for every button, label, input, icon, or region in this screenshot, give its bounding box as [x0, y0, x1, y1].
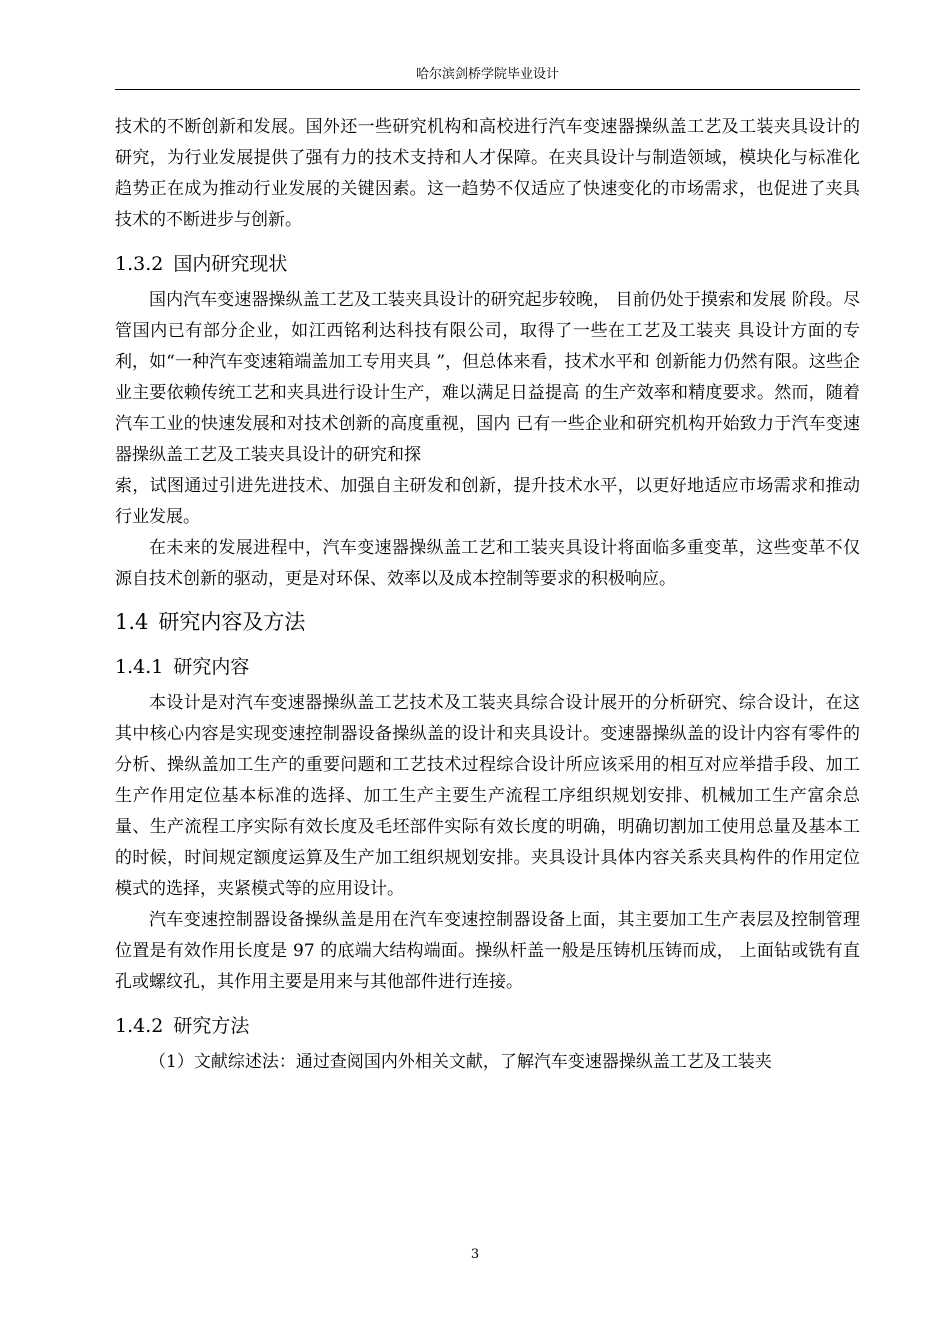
paragraph-future-development: 在未来的发展进程中，汽车变速器操纵盖工艺和工装夹具设计将面临多重变革，这些变革不仅源自技术创新的驱动，更是对环保、效率以及成本控制等要求的积极响应。: [115, 538, 860, 589]
heading-1-4-2: [115, 1011, 860, 1041]
heading-1-3-2: [115, 249, 860, 279]
heading-number: 1.4: [115, 610, 149, 634]
paragraph-intro: 技术的不断创新和发展。国外还一些研究机构和高校进行汽车变速器操纵盖工艺及工装夹具设计的研究，为行业发展提供了强有力的技术支持和人才保障。在夹具设计与制造领域，模块化与标准化趋势正在成为推动行业发展的关键因素。这一趋势不仅适应了快速变化的市场需求，也促进了夹具技术的不断进步与创新。: [115, 117, 860, 230]
heading-number: 1.4.1: [115, 656, 164, 678]
heading-number: 1.4.2: [115, 1015, 164, 1037]
heading-title: 研究内容及方法: [158, 610, 306, 634]
heading-number: 1.3.2: [115, 253, 164, 275]
document-body: [115, 112, 860, 1078]
page-number: 3: [470, 1247, 480, 1262]
heading-title: 研究方法: [173, 1015, 250, 1037]
paragraph-research-content: 本设计是对汽车变速器操纵盖工艺技术及工装夹具综合设计展开的分析研究、综合设计，在这其中核心内容是实现变速控制器设备操纵盖的设计和夹具设计。变速器操纵盖的设计内容有零件的分析、操纵盖加工生产的重要问题和工艺技术过程综合设计所应该采用的相互对应举措手段、加工生产作用定位基本标准的选择、加工生产主要生产流程工序组织规划安排、机械加工生产富余总量、生产流程工序实际有效长度及毛坯部件实际有效长度的明确，明确切割加工使用总量及基本工的时候，时间规定额度运算及生产加工组织规划安排。夹具设计具体内容关系夹具构件的作用定位模式的选择，夹紧模式等的应用设计。: [115, 693, 860, 899]
paragraph-literature-review: （1）文献综述法：通过查阅国内外相关文献，了解汽车变速器操纵盖工艺及工装夹: [149, 1052, 772, 1072]
heading-1-4-1: [115, 652, 860, 682]
heading-title: 国内研究现状: [173, 253, 288, 275]
heading-1-4: [115, 605, 860, 639]
paragraph-domestic-status: 国内汽车变速器操纵盖工艺及工装夹具设计的研究起步较晚， 目前仍处于摸索和发展 阶段。尽管国内已有部分企业，如江西铭利达科技有限公司，取得了一些在工艺及工装夹 具设计方面的专利，如“一种汽车变速箱端盖加工专用夹具 ”，但总体来看，技术水平和 创新能力仍然有限。这些企业主要依赖传统工艺和夹具进行设计生产，难以满足日益提高 的生产效率和精度要求。然而，随着汽车工业的快速发展和对技术创新的高度重视，国内 已有一些企业和研究机构开始致力于汽车变速器操纵盖工艺及工装夹具设计的研究和探: [115, 290, 860, 465]
paragraph-cover-description: 汽车变速控制器设备操纵盖是用在汽车变速控制器设备上面，其主要加工生产表层及控制管理位置是有效作用长度是 97 的底端大结构端面。操纵杆盖一般是压铸机压铸而成， 上面钻或铣有直孔或螺纹孔，其作用主要是用来与其他部件进行连接。: [115, 910, 860, 992]
header-divider: [115, 89, 860, 90]
page-header: 哈尔滨剑桥学院毕业设计: [415, 67, 559, 82]
heading-title: 研究内容: [173, 656, 250, 678]
paragraph-domestic-status-cont: 索，试图通过引进先进技术、加强自主研发和创新，提升技术水平，以更好地适应市场需求和推动行业发展。: [115, 476, 860, 527]
